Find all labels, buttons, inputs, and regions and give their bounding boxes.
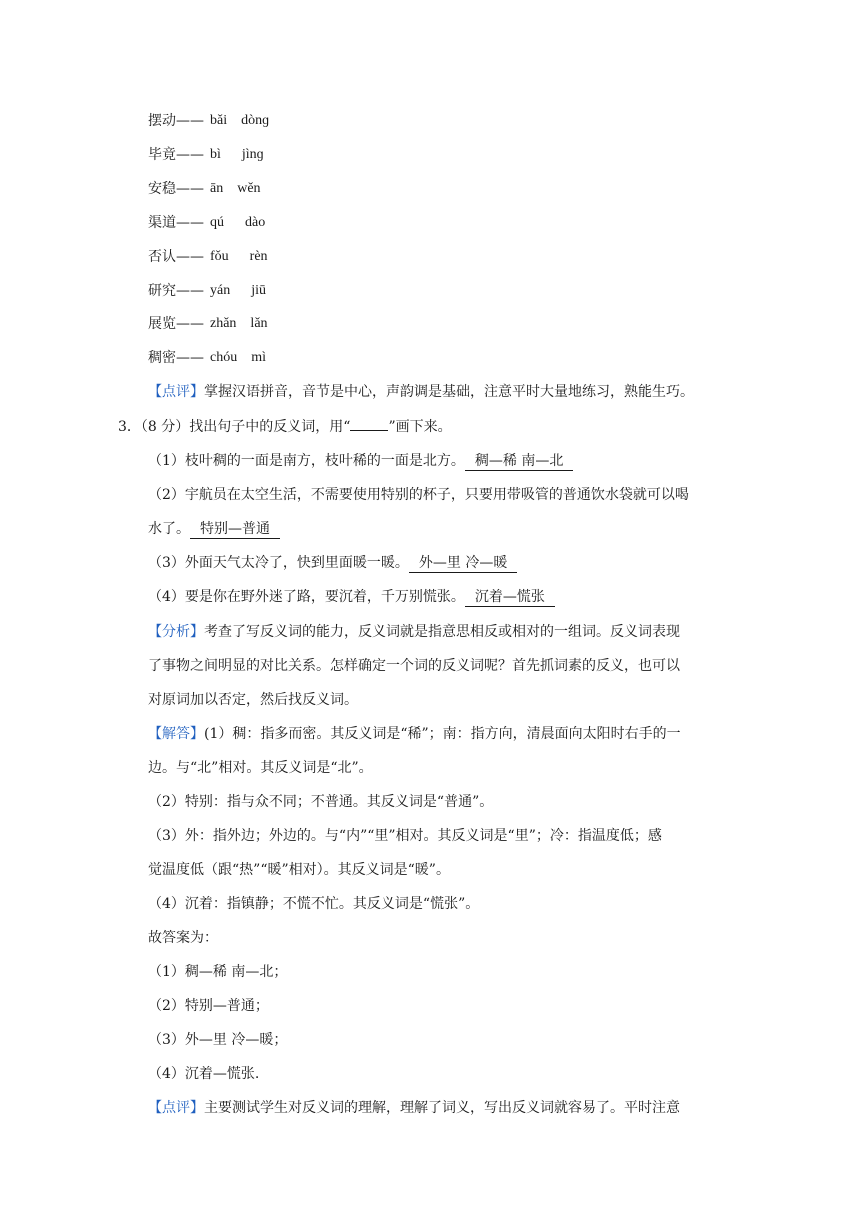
pinyin-text: fǒu rèn xyxy=(210,249,268,264)
comment-tag: 【点评】 xyxy=(148,1100,204,1116)
pinyin-text: bì jìnɡ xyxy=(210,147,264,162)
solution-tag: 【解答】 xyxy=(148,726,204,742)
pinyin-text: qú dào xyxy=(210,215,266,230)
pinyin-row: 摆动—— xyxy=(148,113,204,129)
question-item-cont: 水了。 特别—普通 xyxy=(148,519,280,539)
comment-1: 【点评】掌握汉语拼音，音节是中心，声韵调是基础，注意平时大量地练习，熟能生巧。 xyxy=(148,384,694,400)
pinyin-row: 研究—— xyxy=(148,283,204,299)
question-item: （1）枝叶稠的一面是南方，枝叶稀的一面是北方。 稠—稀 南—北 xyxy=(148,451,573,471)
comment-2: 【点评】主要测试学生对反义词的理解，理解了词义，写出反义词就容易了。平时注意 xyxy=(148,1100,680,1116)
solution-line: （2）特别—普通； xyxy=(148,998,269,1014)
pinyin-text: chóu mì xyxy=(210,350,266,365)
question-item: （2）宇航员在太空生活，不需要使用特别的杯子，只要用带吸管的普通饮水袋就可以喝 xyxy=(148,487,689,503)
solution-line: （1）稠—稀 南—北； xyxy=(148,964,288,980)
solution-line: 边。与“北”相对。其反义词是“北”。 xyxy=(148,760,373,776)
question-3-stem: 3．（8 分）找出句子中的反义词，用“ ”画下来。 xyxy=(118,416,452,437)
pinyin-row: 否认—— xyxy=(148,249,204,265)
analysis-tag: 【分析】 xyxy=(148,624,204,640)
question-item: （4）要是你在野外迷了路，要沉着，千万别慌张。 沉着—慌张 xyxy=(148,587,555,607)
answer-underlined: 特别—普通 xyxy=(190,520,280,539)
answer-underlined: 外—里 冷—暖 xyxy=(409,554,517,573)
answer-underlined: 稠—稀 南—北 xyxy=(465,452,573,471)
solution-line: （3）外：指外边；外边的。与“内”“里”相对。其反义词是“里”；冷：指温度低；感 xyxy=(148,828,662,844)
solution-line: 【解答】(1）稠：指多而密。其反义词是“稀”；南：指方向，清晨面向太阳时右手的一 xyxy=(148,726,681,742)
solution-line: （2）特别：指与众不同；不普通。其反义词是“普通”。 xyxy=(148,794,494,810)
comment-tag: 【点评】 xyxy=(148,384,204,400)
solution-line: 觉温度低（跟“热”“暖”相对）。其反义词是“暖”。 xyxy=(148,862,450,878)
solution-line: 故答案为： xyxy=(148,930,218,946)
pinyin-row: 毕竟—— xyxy=(148,147,204,163)
pinyin-row: 渠道—— xyxy=(148,215,204,231)
pinyin-row: 安稳—— xyxy=(148,181,204,197)
analysis-line: 【分析】考查了写反义词的能力，反义词就是指意思相反或相对的一组词。反义词表现 xyxy=(148,624,680,640)
solution-line: （3）外—里 冷—暖； xyxy=(148,1032,288,1048)
pinyin-text: zhǎn lǎn xyxy=(210,316,268,331)
solution-line: （4）沉着—慌张. xyxy=(148,1066,260,1082)
question-item: （3）外面天气太冷了，快到里面暖一暖。 外—里 冷—暖 xyxy=(148,553,517,573)
answer-underlined: 沉着—慌张 xyxy=(465,588,555,607)
pinyin-text: yán jiū xyxy=(210,283,266,298)
underline-sample xyxy=(350,416,388,431)
pinyin-text: bǎi dònɡ xyxy=(210,113,270,128)
analysis-line: 对原词加以否定，然后找反义词。 xyxy=(148,692,358,708)
pinyin-text: ān wěn xyxy=(210,181,261,196)
pinyin-row: 展览—— xyxy=(148,316,204,332)
solution-line: （4）沉着：指镇静；不慌不忙。其反义词是“慌张”。 xyxy=(148,896,480,912)
pinyin-row: 稠密—— xyxy=(148,350,204,366)
analysis-line: 了事物之间明显的对比关系。怎样确定一个词的反义词呢？首先抓词素的反义，也可以 xyxy=(148,658,680,674)
